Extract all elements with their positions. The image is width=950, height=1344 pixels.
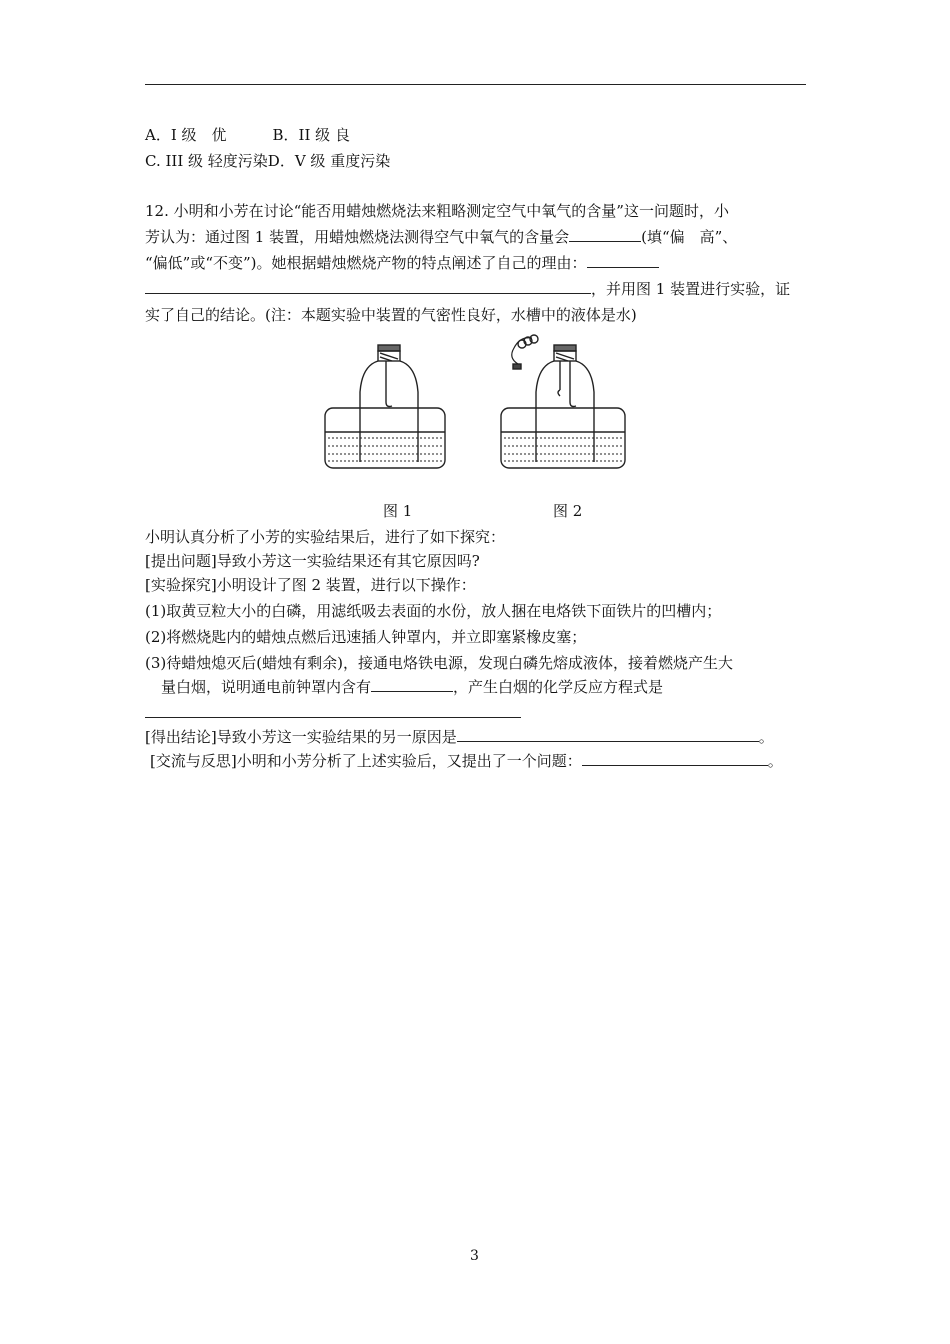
apparatus-figures [320,330,640,475]
option-d: D．V 级 重度污染 [267,152,391,170]
figure-2-caption: 图 2 [553,502,583,520]
answer-blank-6[interactable] [457,726,759,742]
equation-line [145,702,521,724]
figure-1-apparatus [325,345,445,468]
answer-blank-1[interactable] [569,226,641,242]
option-a: A．I 级 优 [145,126,227,144]
q12-line-2: 芳认为：通过图 1 装置，用蜡烛燃烧法测得空气中氧气的含量会 (填“偏 高”、 [145,228,738,246]
step-3-continued: 量白烟，说明通电前钟罩内含有 ，产生白烟的化学反应方程式是 [161,678,664,696]
step-1: (1)取黄豆粒大小的白磷，用滤纸吸去表面的水份，放人捆在电烙铁下面铁片的凹槽内； [145,602,722,620]
answer-blank-5[interactable] [145,703,521,718]
answer-blank-7[interactable] [582,750,768,766]
option-c: C. III 级 轻度污染 [145,152,268,170]
header-rule [145,84,806,85]
step-3: (3)待蜡烛熄灭后(蜡烛有剩余)，接通电烙铁电源，发现白磷先熔成液体，接着燃烧产生大 [145,654,733,672]
answer-blank-2[interactable] [587,252,659,268]
step-2: (2)将燃烧匙内的蜡烛点燃后迅速插人钟罩内，并立即塞紧橡皮塞； [145,628,587,646]
experiment-design: [实验探究]小明设计了图 2 装置，进行以下操作： [145,576,476,594]
option-row-2 [145,150,390,172]
reflection-line: [交流与反思]小明和小芳分析了上述实验后，又提出了一个问题： 。 [150,752,783,770]
option-b: B．II 级 良 [272,126,350,144]
answer-blank-4[interactable] [371,676,453,692]
exploration-intro: 小明认真分析了小芳的实验结果后，进行了如下探究： [145,528,506,546]
figure-2-apparatus [501,335,625,468]
q12-line-5: 实了自己的结论。(注：本题实验中装置的气密性良好，水槽中的液体是水) [145,306,637,324]
option-row-1 [145,124,350,146]
q12-line-1: 12. 小明和小芳在讨论“能否用蜡烛燃烧法来粗略测定空气中氧气的含量”这一问题时，小 [145,202,729,220]
conclusion-line: [得出结论]导致小芳这一实验结果的另一原因是 。 [145,728,774,746]
figure-1-caption: 图 1 [383,502,413,520]
raise-question: [提出问题]导致小芳这一实验结果还有其它原因吗? [145,552,480,570]
answer-blank-3[interactable] [145,278,591,294]
q12-line-4: ，并用图 1 装置进行实验，证 [145,278,790,300]
q12-line-3: “偏低”或“不变”)。她根据蜡烛燃烧产物的特点阐述了自己的理由： [145,252,659,274]
page-number: 3 [470,1248,479,1264]
